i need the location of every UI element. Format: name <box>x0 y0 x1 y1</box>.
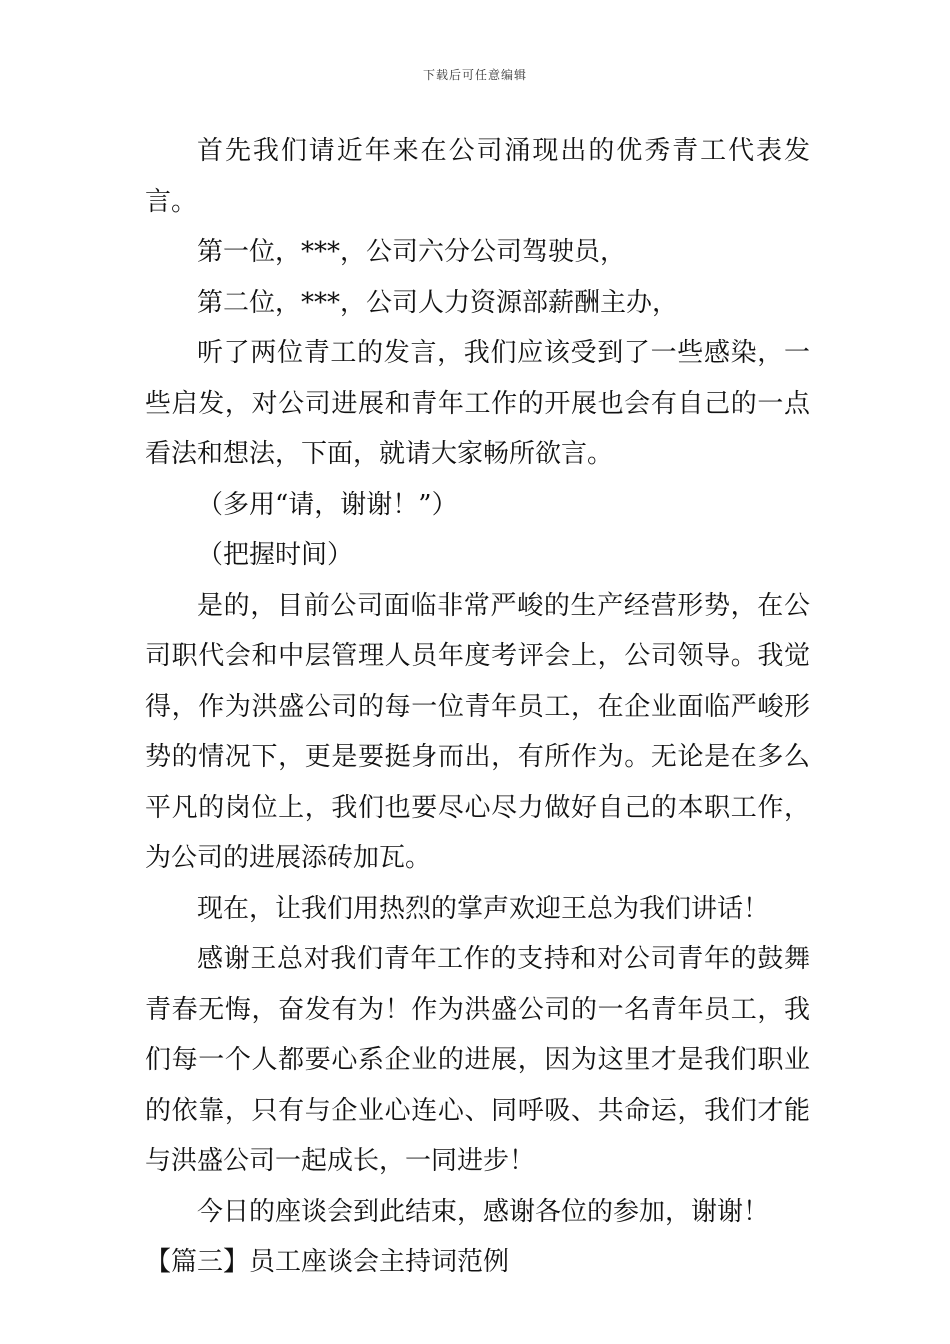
paragraph-speaker-1: 第一位，***，公司六分公司驾驶员， <box>197 237 627 267</box>
paragraph-note-time: （把握时间） <box>197 540 354 570</box>
page-header: 下载后可任意编辑 <box>422 68 527 82</box>
paragraph-thanks: 感谢王总对我们青年工作的支持和对公司青年的鼓舞青春无悔，奋发有为！作为洪盛公司的一名青年员工，我们每一个人都要心系企业的进展，因为这里才是我们职业的依靠，只有与企业心连心、同呼吸、共命运，我们才能与洪盛公司一起成长，一同进步！ <box>145 944 810 1176</box>
paragraph-intro: 首先我们请近年来在公司涌现出的优秀青工代表发言。 <box>145 136 810 217</box>
paragraph-welcome-speech: 现在，让我们用热烈的掌声欢迎王总为我们讲话！ <box>197 893 770 924</box>
paragraph-speaker-2: 第二位，***，公司人力资源部薪酬主办， <box>197 287 679 318</box>
document-body <box>145 126 810 1288</box>
paragraph-situation: 是的，目前公司面临非常严峻的生产经营形势，在公司职代会和中层管理人员年度考评会上，公司领导。我觉得，作为洪盛公司的每一位青年员工，在企业面临严峻形势的情况下，更是要挺身而出，有所作为。无论是在多么平凡的岗位上，我们也要尽心尽力做好自己的本职工作，为公司的进展添砖加瓦。 <box>145 590 810 873</box>
section-heading: 【篇三】员工座谈会主持词范例 <box>145 1247 510 1277</box>
paragraph-note-please-thanks: （多用“请，谢谢！”） <box>197 489 458 520</box>
paragraph-closing: 今日的座谈会到此结束，感谢各位的参加，谢谢！ <box>197 1196 770 1227</box>
paragraph-discussion: 听了两位青工的发言，我们应该受到了一些感染，一些启发，对公司进展和青年工作的开展也会有自己的一点看法和想法，下面，就请大家畅所欲言。 <box>145 338 810 469</box>
